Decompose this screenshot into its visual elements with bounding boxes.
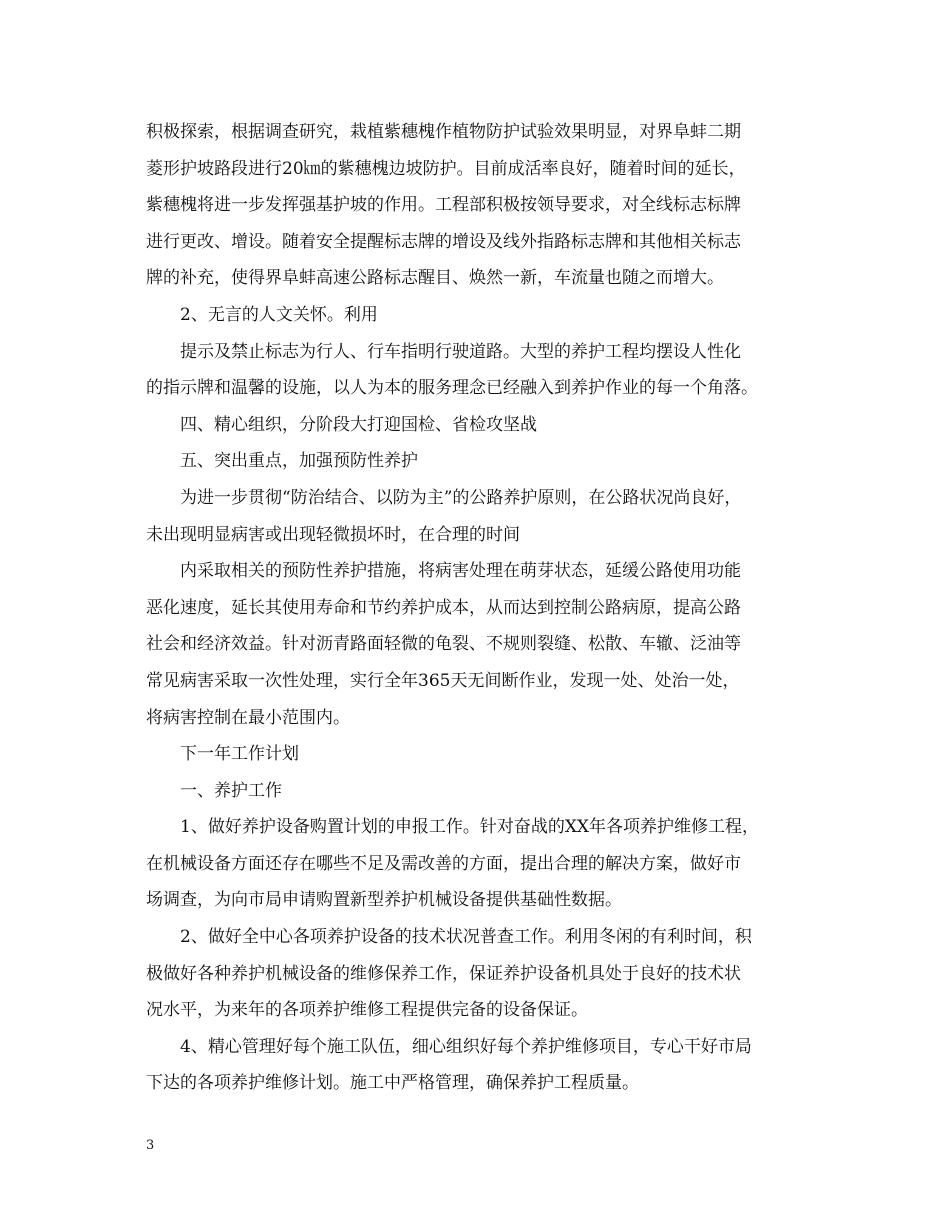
- section-heading-maintenance-work: [146, 773, 808, 810]
- paragraph-humanistic-care-heading: [146, 297, 808, 334]
- text-line: 社会和经济效益。针对沥青路面轻微的龟裂、不规则裂缝、松散、车辙、泛油等: [146, 634, 741, 655]
- text-line: 4、精心管理好每个施工队伍，细心组织好每个养护维修项目，专心干好市局: [180, 1036, 752, 1057]
- text-line: 为进一步贯彻“防治结合、以防为主”的公路养护原则，在公路状况尚良好，: [180, 487, 742, 508]
- text-line: 紫穗槐将进一步发挥强基护坡的作用。工程部积极按领导要求，对全线标志标牌: [146, 195, 741, 216]
- text-line: 况水平，为来年的各项养护维修工程提供完备的设备保证。: [146, 1000, 588, 1021]
- text-line: 五、突出重点，加强预防性养护: [180, 451, 418, 472]
- text-line: 积极探索，根据调查研究，栽植紫穗槐作植物防护试验效果明显，对界阜蚌二期: [146, 122, 741, 142]
- text-line: 1、做好养护设备购置计划的申报工作。针对奋战的XX年各项养护维修工程，: [180, 817, 760, 838]
- text-line: 内采取相关的预防性养护措施，将病害处理在萌芽状态，延缓公路使用功能: [180, 561, 741, 582]
- paragraph-preventive-measures: [146, 553, 808, 736]
- text-line: 2、做好全中心各项养护设备的技术状况普查工作。利用冬闲的有利时间，积: [180, 927, 752, 948]
- page-number: 3: [146, 1138, 155, 1153]
- document-body: [146, 114, 808, 1102]
- text-line: 下一年工作计划: [180, 744, 299, 765]
- text-line: 提示及禁止标志为行人、行车指明行驶道路。大型的养护工程均摆设人性化: [180, 341, 741, 362]
- paragraph-greening-signs: [146, 114, 808, 297]
- paragraph-construction-management: [146, 1029, 808, 1102]
- text-line: 2、无言的人文关怀。利用: [180, 304, 378, 325]
- text-line: 进行更改、增设。随着安全提醒标志牌的增设及线外指路标志牌和其他相关标志: [146, 231, 741, 252]
- text-line: 未出现明显病害或出现轻微损坏时，在合理的时间: [146, 524, 520, 545]
- section-heading-five: [146, 443, 808, 480]
- text-line: 菱形护坡路段进行20㎞的紫穗槐边坡防护。目前成活率良好，随着时间的延长，: [146, 158, 746, 179]
- text-line: 场调查，为向市局申请购置新型养护机械设备提供基础性数据。: [146, 890, 622, 911]
- text-line: 极做好各种养护机械设备的维修保养工作，保证养护设备机具处于良好的技术状: [146, 963, 741, 984]
- section-heading-four: [146, 407, 808, 444]
- text-line: 在机械设备方面还存在哪些不足及需改善的方面，提出合理的解决方案，做好市: [146, 853, 741, 874]
- text-line: 恶化速度，延长其使用寿命和节约养护成本，从而达到控制公路病原，提高公路: [146, 597, 741, 618]
- text-line: 四、精心组织，分阶段大打迎国检、省检攻坚战: [180, 414, 537, 435]
- paragraph-signage: [146, 334, 808, 407]
- paragraph-preventive-principle: [146, 480, 808, 553]
- text-line: 下达的各项养护维修计划。施工中严格管理，确保养护工程质量。: [146, 1073, 639, 1094]
- text-line: 一、养护工作: [180, 780, 282, 801]
- text-line: 常见病害采取一次性处理，实行全年365天无间断作业，发现一处、处治一处，: [146, 670, 740, 691]
- text-line: 牌的补充，使得界阜蚌高速公路标志醒目、焕然一新，车流量也随之而增大。: [146, 268, 724, 289]
- text-line: 将病害控制在最小范围内。: [146, 707, 350, 728]
- paragraph-equipment-survey: [146, 919, 808, 1029]
- section-heading-next-year-plan: [146, 736, 808, 773]
- text-line: 的指示牌和温馨的设施，以人为本的服务理念已经融入到养护作业的每一个角落。: [146, 378, 758, 399]
- paragraph-equipment-purchase: [146, 809, 808, 919]
